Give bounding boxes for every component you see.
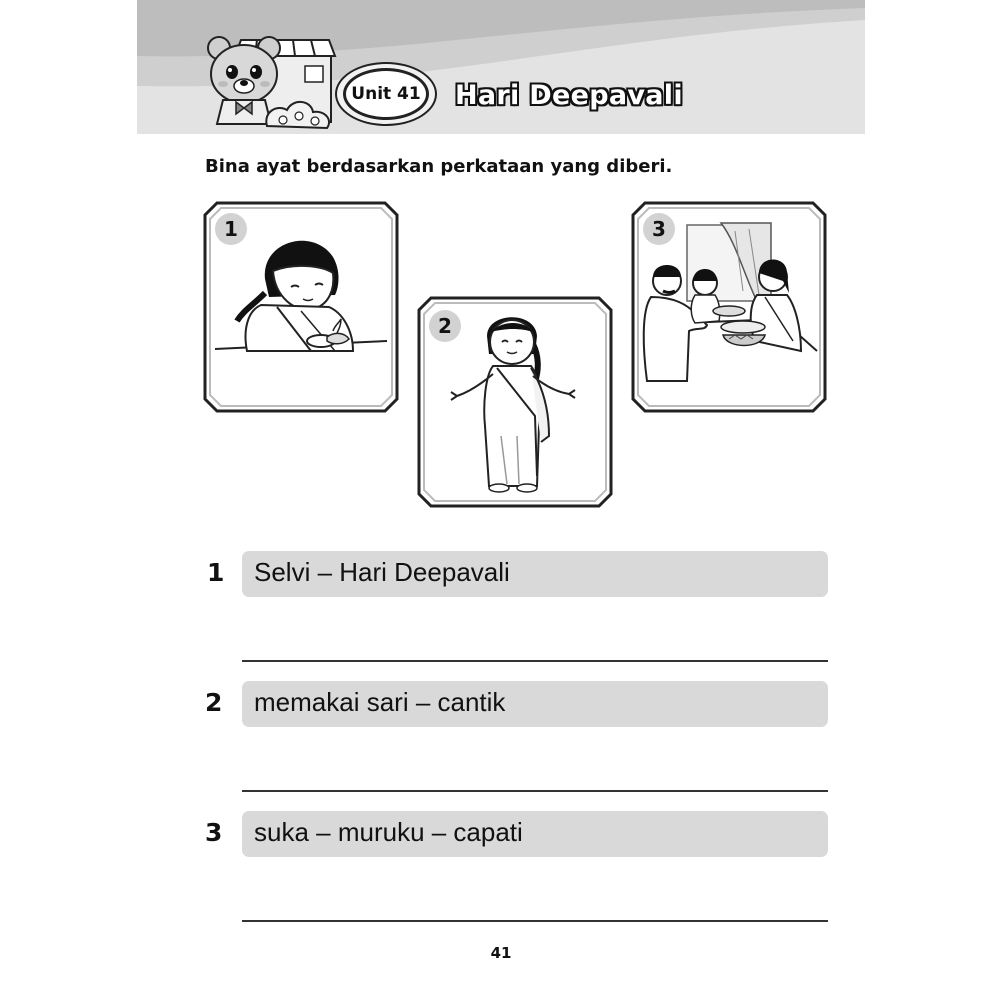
exercise-number-2: 2	[205, 688, 223, 717]
picture-number-1: 1	[215, 213, 247, 245]
header-band	[137, 0, 865, 134]
answer-line-2[interactable]	[242, 790, 828, 792]
prompt-text-3: suka – muruku – capati	[254, 817, 523, 847]
picture-frame-3	[631, 201, 827, 413]
prompt-text-2: memakai sari – cantik	[254, 687, 506, 717]
unit-badge: Unit 41	[343, 68, 429, 120]
picture-number-3: 3	[643, 213, 675, 245]
page-number: 41	[490, 944, 512, 962]
bear-shop-icon	[201, 34, 341, 130]
exercise-number-1: 1	[207, 558, 225, 587]
prompt-box-3	[242, 811, 828, 857]
family-eating-meal-icon	[631, 201, 827, 413]
prompt-box-1	[242, 551, 828, 597]
girl-wearing-sari-icon	[417, 296, 613, 508]
worksheet-page	[137, 0, 865, 1000]
exercise-number-3: 3	[205, 818, 223, 847]
picture-frame-1	[203, 201, 399, 413]
prompt-box-2	[242, 681, 828, 727]
picture-frame-2	[417, 296, 613, 508]
instruction-text: Bina ayat berdasarkan perkataan yang diberi.	[205, 156, 673, 177]
answer-line-1[interactable]	[242, 660, 828, 662]
answer-line-3[interactable]	[242, 920, 828, 922]
page-title: Hari Deepavali	[455, 80, 683, 111]
girl-lighting-oil-lamp-icon	[203, 201, 399, 413]
picture-number-2: 2	[429, 310, 461, 342]
prompt-text-1: Selvi – Hari Deepavali	[254, 557, 510, 587]
